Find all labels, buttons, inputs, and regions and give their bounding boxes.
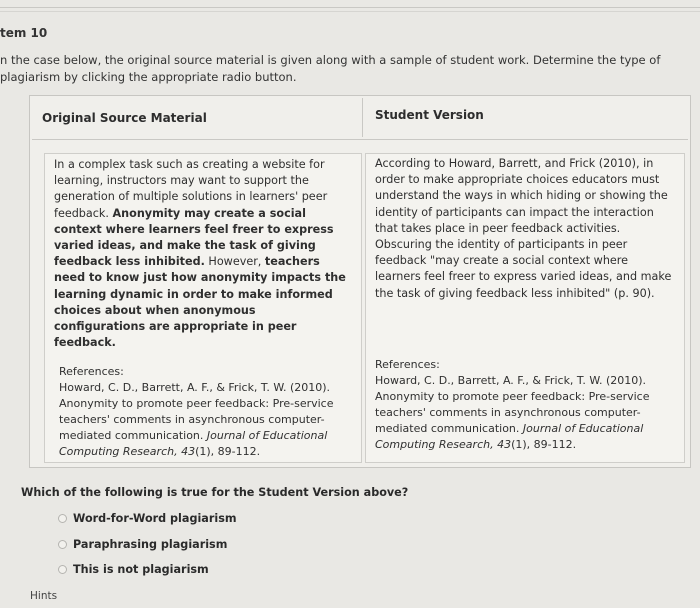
header-original-label: Original Source Material (42, 111, 207, 125)
student-ref-tail: (1), 89-112. (511, 438, 577, 451)
question-prompt: Which of the following is true for the Student Version above? (21, 486, 409, 499)
header-student (365, 98, 687, 137)
original-text-1: In a complex task such as creating a website for learning, instructors may want to support the generation of multiple solutions in learners' peer feedback. (54, 158, 328, 220)
header-divider (32, 139, 688, 140)
option-label: Paraphrasing plagiarism (73, 538, 228, 551)
student-references-label: References: (375, 358, 440, 371)
original-text-2: However, (204, 255, 265, 269)
student-ref-text: Howard, C. D., Barrett, A. F., & Frick, T. W. (2010). Anonymity to promote peer feedback: Pre-service teachers' comments in asynchronous computer-mediated communication. (375, 374, 650, 435)
top-divider-secondary (0, 11, 700, 12)
hints-link[interactable]: Hints (30, 590, 58, 602)
student-ref-journal: Journal of Educational Computing Research, 43 (375, 422, 644, 451)
option-not-plagiarism[interactable] (58, 563, 209, 576)
original-bold-1: Anonymity may create a social context where learners feel freer to express varied ideas, and make the task of giving feedback less inhibited. (54, 206, 334, 269)
comparison-table (29, 95, 691, 468)
original-passage (54, 157, 350, 351)
original-references (59, 364, 349, 460)
radio-button[interactable] (58, 514, 67, 523)
option-label: Word-for-Word plagiarism (73, 512, 237, 525)
header-original (32, 98, 363, 137)
instructions: n the case below, the original source material is given along with a sample of student work. Determine the type of plagiarism by clicking the appropriate radio button. (0, 53, 661, 84)
original-source-cell (44, 153, 362, 463)
option-word-for-word[interactable] (58, 512, 237, 525)
original-references-label: References: (59, 365, 124, 378)
original-ref-text: Howard, C. D., Barrett, A. F., & Frick, T. W. (2010). Anonymity to promote peer feedback: Pre-service teachers' comments in asynchronous computer-mediated communication. (59, 381, 334, 442)
option-paraphrasing[interactable] (58, 538, 227, 551)
student-references (375, 357, 675, 453)
item-title: tem 10 (0, 26, 48, 40)
original-ref-journal: Journal of Educational Computing Research, 43 (59, 429, 328, 458)
student-version-cell (365, 153, 685, 463)
original-ref-tail: (1), 89-112. (195, 445, 261, 458)
header-student-label: Student Version (375, 108, 484, 122)
radio-button[interactable] (58, 565, 67, 574)
top-divider (0, 7, 700, 8)
option-label: This is not plagiarism (73, 563, 209, 576)
student-passage: According to Howard, Barrett, and Frick (2010), in order to make appropriate choices educators must understand the ways in which hiding or showing the identity of participants can impact the interaction that takes place in peer feedback activities. Obscuring the identity of participants in peer feedback "may create a social context where learners feel freer to express varied ideas, and make the task of giving feedback less inhibited" (p. 90). (375, 157, 672, 300)
original-bold-2: teachers need to know just how anonymity impacts the learning dynamic in order to make informed choices about when anonymous configurations are appropriate in peer feedback. (54, 255, 346, 350)
radio-button[interactable] (58, 540, 67, 549)
